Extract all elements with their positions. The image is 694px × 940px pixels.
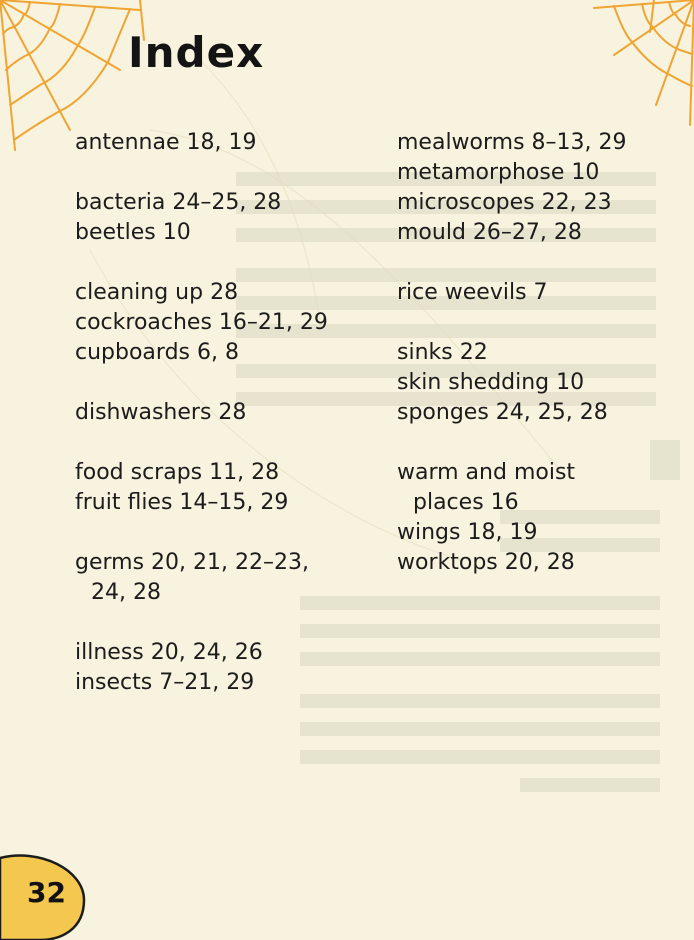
index-entry-text: metamorphose 10: [397, 160, 600, 185]
index-entry-text: sinks 22: [397, 340, 488, 365]
index-entry-text: germs 20, 21, 22–23,: [75, 550, 309, 575]
index-entry-text: skin shedding 10: [397, 370, 585, 395]
index-entry-text: illness 20, 24, 26: [75, 640, 263, 665]
index-entry-text: mould 26–27, 28: [397, 220, 582, 245]
index-entry-text: worktops 20, 28: [397, 550, 575, 575]
index-entry-text: fruit flies 14–15, 29: [75, 490, 289, 515]
index-entry-continuation: 24, 28: [91, 580, 161, 605]
page-title: Index: [128, 28, 265, 77]
index-entry-text: beetles 10: [75, 220, 191, 245]
index-entry-text: wings 18, 19: [397, 520, 538, 545]
index-entry-text: antennae 18, 19: [75, 130, 257, 155]
index-entry-text: cupboards 6, 8: [75, 340, 239, 365]
index-entry-text: warm and moist: [397, 460, 576, 485]
index-entry-text: mealworms 8–13, 29: [397, 130, 627, 155]
index-entry-text: rice weevils 7: [397, 280, 548, 305]
index-entry-text: cockroaches 16–21, 29: [75, 310, 328, 335]
index-entry-text: insects 7–21, 29: [75, 670, 255, 695]
index-entry-text: sponges 24, 25, 28: [397, 400, 608, 425]
index-entry-text: bacteria 24–25, 28: [75, 190, 282, 215]
index-entry-text: cleaning up 28: [75, 280, 239, 305]
page-number: 32: [27, 876, 66, 909]
index-entry-text: dishwashers 28: [75, 400, 247, 425]
index-entry-text: food scraps 11, 28: [75, 460, 280, 485]
index-entry-text: microscopes 22, 23: [397, 190, 612, 215]
index-entry-continuation: places 16: [413, 490, 519, 515]
